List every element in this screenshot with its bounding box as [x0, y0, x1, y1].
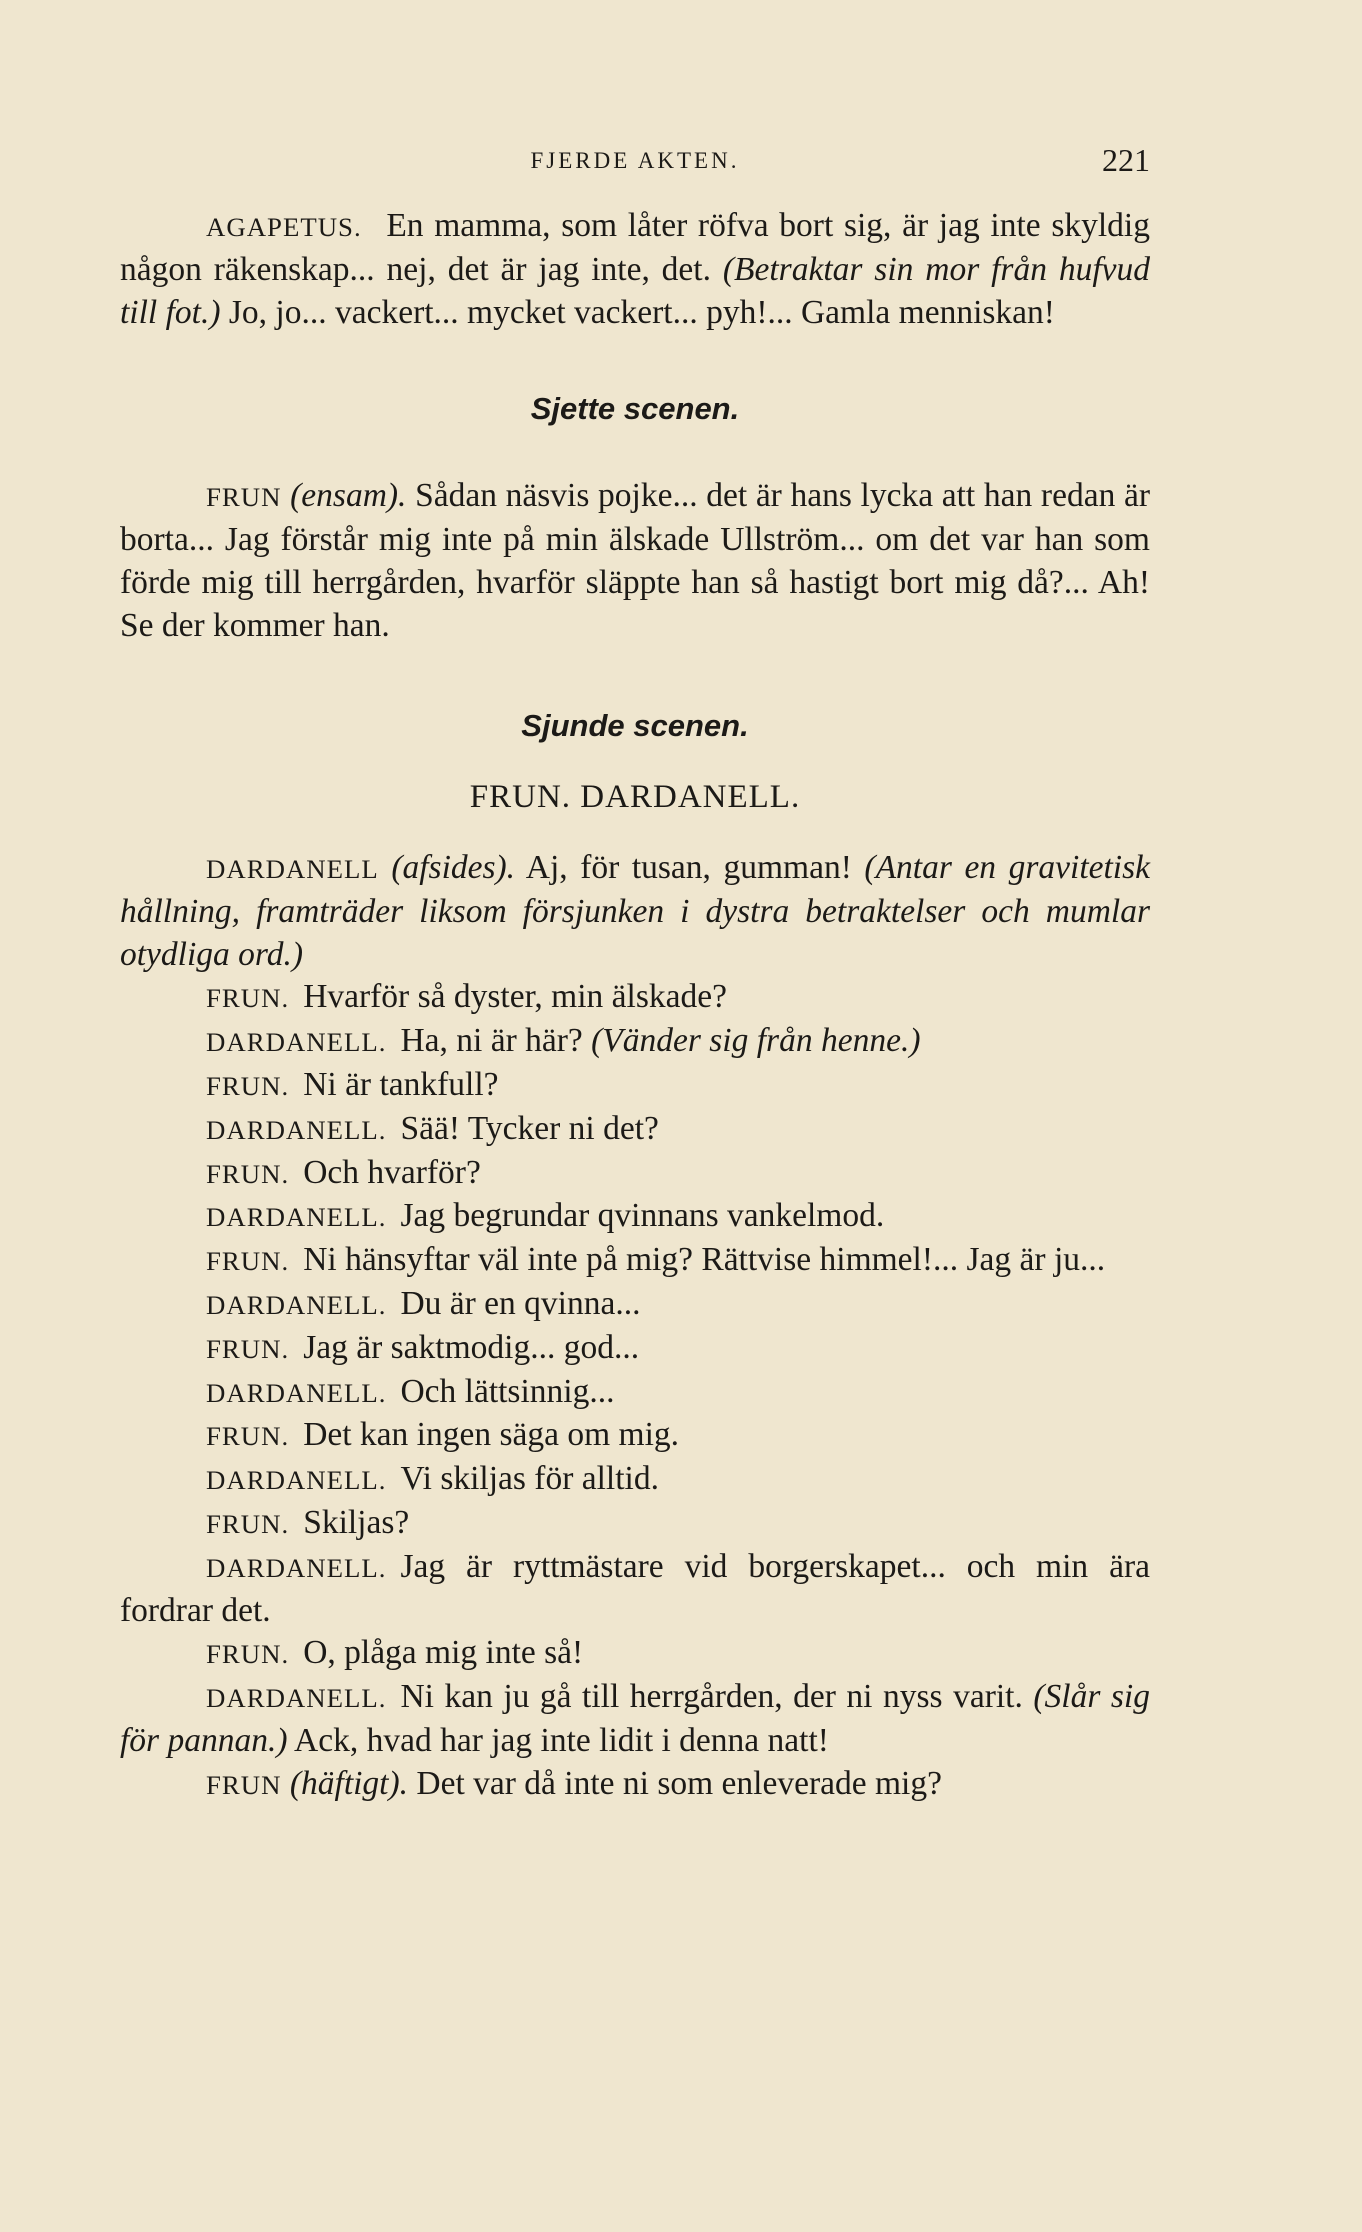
stage-direction: (Betraktar sin mor från hufvud till fot.) — [120, 250, 1151, 331]
scene-heading-7: Sjunde scenen. — [521, 708, 749, 744]
speech-text: Och hvarför? — [303, 1153, 481, 1191]
speech-text: Det kan ingen säga om mig. — [303, 1416, 680, 1454]
dialogue-line — [120, 1502, 1150, 1546]
speech-text: Jag är ryttmästare vid borgerskapet... och min ära fordrar det. — [120, 1547, 1150, 1629]
dialogue-line — [120, 1632, 1150, 1676]
page-body — [120, 205, 1150, 1807]
speech-text: Sådan näsvis pojke... det är hans lycka att han redan är borta... Jag förstår mig inte på min älskade Ullström... om det var han som förde mig till herrgården, hvarför släppte han så hastigt bort mig då?... Ah! Se der kommer han. — [120, 477, 1150, 644]
speech-text: Ni hänsyftar väl inte på mig? Rättvise himmel!... Jag är ju... — [303, 1241, 1106, 1279]
speaker-name: DARDANELL. — [206, 1027, 387, 1058]
speech-dardanell-aside — [120, 847, 1150, 976]
scene-heading-6: Sjette scenen. — [530, 391, 740, 427]
page-number: 221 — [1102, 142, 1150, 178]
speaker-name: AGAPETUS. — [206, 212, 362, 242]
dialogue-line — [120, 1763, 1150, 1807]
running-title: FJERDE AKTEN. — [530, 148, 740, 173]
speaker-name: DARDANELL. — [206, 1377, 387, 1408]
speaker-name: DARDANELL. — [206, 1552, 387, 1583]
speech-text: Du är en qvinna... — [400, 1284, 641, 1322]
stage-direction: (häftigt). — [289, 1764, 409, 1802]
page-header — [120, 142, 1150, 182]
speech-text: Ha, ni är här? — [400, 1022, 583, 1060]
stage-direction: (Slår sig för pannan.) — [120, 1678, 1150, 1759]
dialogue-line — [120, 1108, 1150, 1152]
speaker-name: DARDANELL. — [206, 1202, 387, 1233]
speaker-name: DARDANELL. — [206, 1683, 387, 1714]
speech-text: Ni är tankfull? — [303, 1065, 499, 1103]
stage-direction: (afsides). — [391, 848, 516, 886]
dialogue-line — [120, 1546, 1150, 1633]
speech-text: O, plåga mig inte så! — [303, 1634, 584, 1672]
speaker-name: FRUN — [206, 482, 282, 513]
speaker-name: DARDANELL. — [206, 1465, 387, 1496]
speech-text: Jo, jo... vackert... mycket vackert... pyh!... Gamla menniskan! — [228, 293, 1055, 331]
speaker-name: FRUN. — [206, 983, 290, 1014]
speaker-name: FRUN. — [206, 1639, 290, 1670]
cast-list: FRUN. DARDANELL. — [469, 779, 801, 816]
speaker-name: FRUN. — [206, 1070, 290, 1101]
dialogue-line — [120, 1458, 1150, 1502]
dialogue-line — [120, 1195, 1150, 1239]
dialogue-line — [120, 1283, 1150, 1327]
speech-text: Jag är saktmodig... god... — [303, 1328, 640, 1366]
speaker-name: FRUN. — [206, 1333, 290, 1364]
dialogue-line — [120, 1064, 1150, 1108]
dialogue-line — [120, 1020, 1150, 1064]
stage-direction: (Antar en gravitetisk hållning, framträder liksom försjunken i dystra betraktelser och mumlar otydliga ord.) — [120, 848, 1151, 973]
speaker-name: DARDANELL — [206, 853, 379, 884]
dialogue-line — [120, 1327, 1150, 1371]
speaker-name: FRUN. — [206, 1246, 290, 1277]
speech-agapetus — [120, 205, 1150, 334]
speech-text: Jag begrundar qvinnans vankelmod. — [400, 1197, 885, 1235]
dialogue-line — [120, 1152, 1150, 1196]
speech-text: Ack, hvad har jag inte lidit i denna natt! — [294, 1721, 829, 1759]
stage-direction: (Vänder sig från henne.) — [591, 1022, 921, 1060]
speech-text: Och lättsinnig... — [400, 1372, 615, 1410]
speaker-name: FRUN — [206, 1769, 282, 1800]
dialogue-line — [120, 1371, 1150, 1415]
speaker-name: DARDANELL. — [206, 1114, 387, 1145]
speech-text: Hvarför så dyster, min älskade? — [303, 978, 727, 1016]
speech-text: Vi skiljas för alltid. — [400, 1460, 659, 1498]
speech-text: En mamma, som låter röfva bort sig, är jag inte skyldig någon räkenskap... nej, det är jag inte, det. — [120, 207, 1150, 288]
speaker-name: FRUN. — [206, 1158, 290, 1189]
speech-text: Ni kan ju gå till herrgården, der ni nyss varit. — [400, 1678, 1023, 1716]
dialogue-line — [120, 1414, 1150, 1458]
speech-frun-alone — [120, 475, 1150, 647]
stage-direction: (ensam). — [290, 477, 407, 515]
speech-text: Skiljas? — [303, 1503, 410, 1541]
dialogue-line — [120, 1676, 1150, 1763]
speech-text: Det var då inte ni som enleverade mig? — [416, 1764, 942, 1802]
speaker-name: DARDANELL. — [206, 1289, 387, 1320]
speech-text: Sää! Tycker ni det? — [400, 1109, 659, 1147]
speaker-name: FRUN. — [206, 1508, 290, 1539]
dialogue-line — [120, 1239, 1150, 1283]
speech-text: Aj, för tusan, gumman! — [525, 848, 852, 886]
dialogue-line — [120, 976, 1150, 1020]
speaker-name: FRUN. — [206, 1421, 290, 1452]
